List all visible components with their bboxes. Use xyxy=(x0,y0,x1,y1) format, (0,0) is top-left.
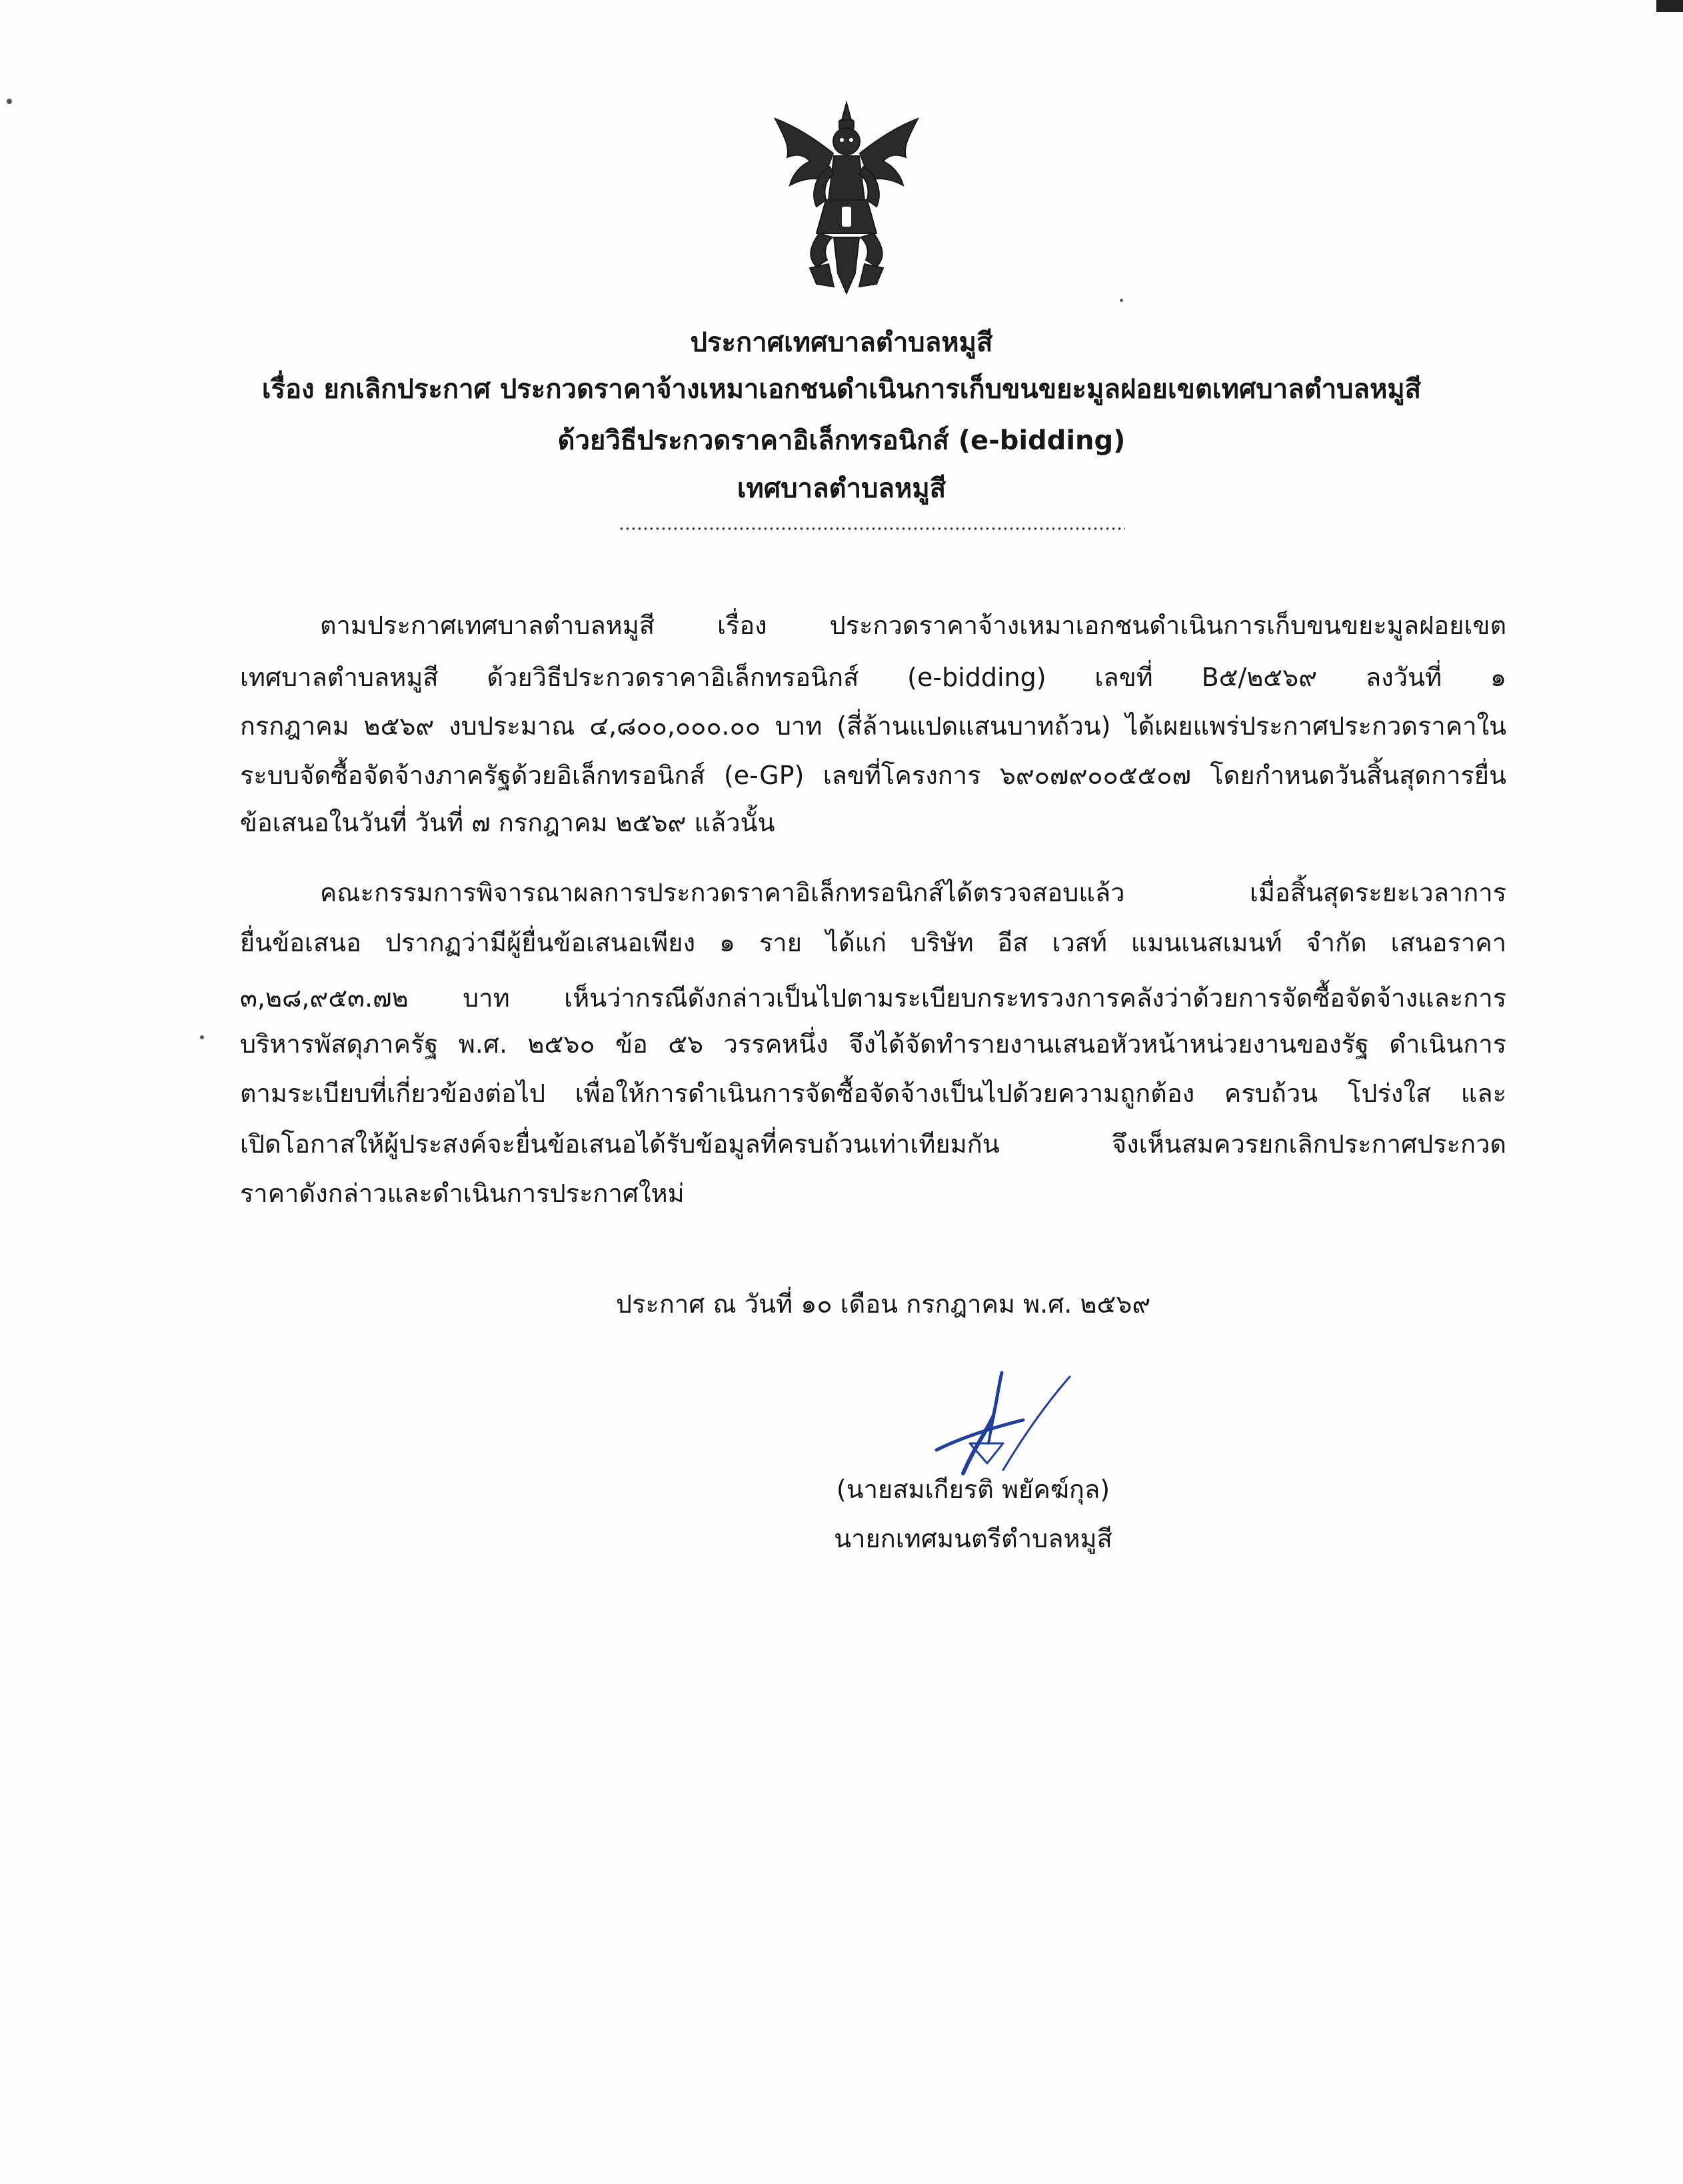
paragraph-line: เปิดโอกาสให้ผู้ประสงค์จะยื่นข้อเสนอได้รับข้อมูลที่ครบถ้วนเท่าเทียมกัน จึงเห็นสมควรยกเลิกประกาศประกวด xyxy=(240,1129,1506,1159)
announcement-subject: เรื่อง ยกเลิกประกาศ ประกวดราคาจ้างเหมาเอกชนดำเนินการเก็บขนขยะมูลฝอยเขตเทศบาลตำบลหมูสี xyxy=(261,374,1422,405)
paragraph-line: ข้อเสนอในวันที่ วันที่ ๗ กรกฎาคม ๒๕๖๙ แล้วนั้น xyxy=(240,808,775,837)
scan-speck xyxy=(1120,299,1123,302)
paragraph-line: คณะกรรมการพิจารณาผลการประกวดราคาอิเล็กทรอนิกส์ได้ตรวจสอบแล้ว เมื่อสิ้นสุดระยะเวลาการ xyxy=(320,878,1506,907)
announcement-method: ด้วยวิธีประกวดราคาอิเล็กทรอนิกส์ (e-bidding) xyxy=(557,425,1126,456)
paragraph-line: ๓,๒๘,๙๕๓.๗๒ บาท เห็นว่ากรณีดังกล่าวเป็นไปตามระเบียบกระทรวงการคลังว่าด้วยการจัดซื้อจัดจ้างและการ xyxy=(240,983,1506,1013)
paragraph-line: ระบบจัดซื้อจัดจ้างภาครัฐด้วยอิเล็กทรอนิกส์ (e-GP) เลขที่โครงการ ๖๙๐๗๙๐๐๕๕๐๗ โดยกำหนดวันสิ้นสุดการยื่น xyxy=(240,761,1506,790)
announcement-date: ประกาศ ณ วันที่ ๑๐ เดือน กรกฎาคม พ.ศ. ๒๕๖๙ xyxy=(616,1289,1151,1319)
paragraph-line: เทศบาลตำบลหมูสี ด้วยวิธีประกวดราคาอิเล็กทรอนิกส์ (e-bidding) เลขที่ B๕/๒๕๖๙ ลงวันที่ ๑ xyxy=(240,663,1506,692)
announcement-issuer: เทศบาลตำบลหมูสี xyxy=(737,473,946,504)
paragraph-line: ยื่นข้อเสนอ ปรากฏว่ามีผู้ยื่นข้อเสนอเพียง ๑ ราย ได้แก่ บริษัท อีส เวสท์ แมนเนสเมนท์ จำกัด เสนอราคา xyxy=(240,928,1506,957)
signer-name: (นายสมเกียรติ พยัคฆ์กุล) xyxy=(836,1475,1110,1504)
paragraph-line: ตามระเบียบที่เกี่ยวข้องต่อไป เพื่อให้การดำเนินการจัดซื้อจัดจ้างเป็นไปด้วยความถูกต้อง ครบถ้วน โปร่งใส และ xyxy=(240,1079,1506,1108)
dotted-divider xyxy=(619,527,1125,531)
paragraph-line: กรกฎาคม ๒๕๖๙ งบประมาณ ๔,๘๐๐,๐๐๐.๐๐ บาท (สี่ล้านแปดแสนบาทถ้วน) ได้เผยแพร่ประกาศประกวดราคาใน xyxy=(240,711,1506,741)
signer-position: นายกเทศมนตรีตำบลหมูสี xyxy=(834,1524,1112,1553)
scan-speck xyxy=(200,1035,204,1039)
paragraph-line: บริหารพัสดุภาครัฐ พ.ศ. ๒๕๖๐ ข้อ ๕๖ วรรคหนึ่ง จึงได้จัดทำรายงานเสนอหัวหน้าหน่วยงานของรัฐ ดำเนินการ xyxy=(240,1029,1506,1059)
garuda-emblem-icon xyxy=(770,100,923,300)
handwritten-signature-icon xyxy=(923,1363,1076,1483)
paragraph-line: ราคาดังกล่าวและดำเนินการประกาศใหม่ xyxy=(240,1179,685,1208)
scan-corner-mark xyxy=(1656,0,1683,12)
paragraph-line: ตามประกาศเทศบาลตำบลหมูสี เรื่อง ประกวดราคาจ้างเหมาเอกชนดำเนินการเก็บขนขยะมูลฝอยเขต xyxy=(320,611,1506,640)
scan-speck xyxy=(7,99,12,104)
announcement-title: ประกาศเทศบาลตำบลหมูสี xyxy=(690,327,993,358)
